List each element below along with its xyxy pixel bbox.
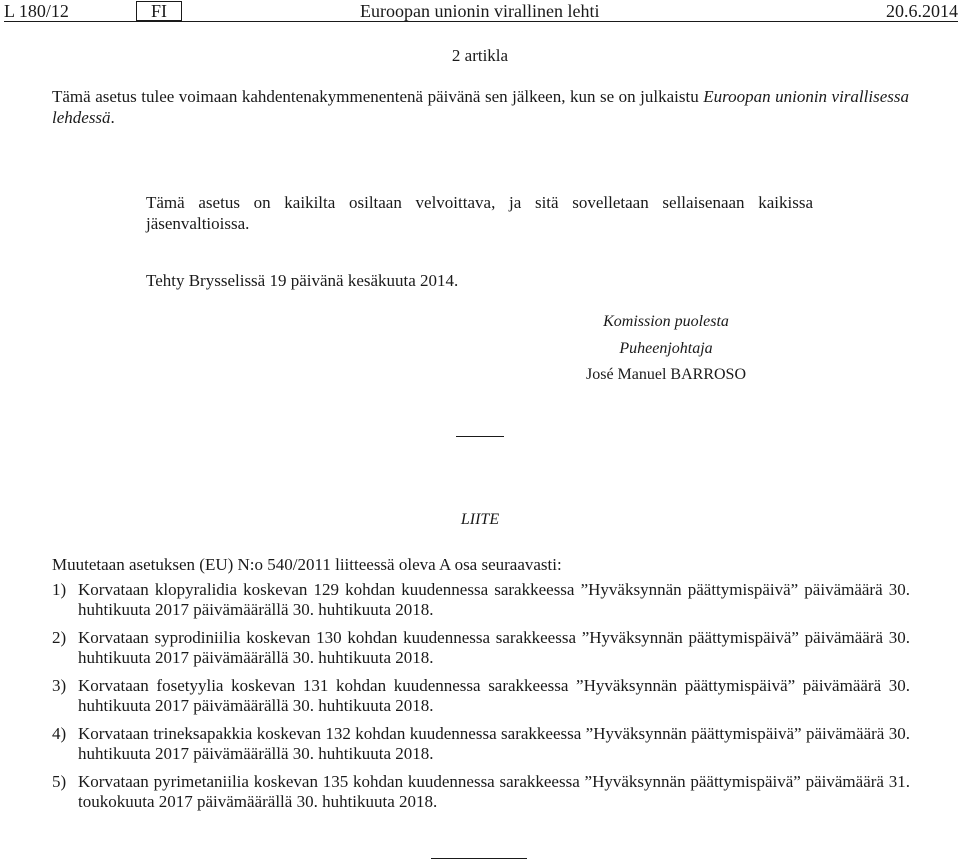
annex-item — [52, 676, 910, 716]
annex-item-text: Korvataan syprodiniilia koskevan 130 kohdan kuudennessa sarakkeessa ”Hyväksynnän päättymispäivä” päivämäärä 30. huhtikuuta 2017 päivämäärällä 30. huhtikuuta 2018. — [78, 628, 910, 667]
language-badge: FI — [136, 1, 182, 21]
article-heading: 2 artikla — [451, 46, 509, 65]
signature-for: Komission puolesta — [603, 313, 729, 330]
publication-date: 20.6.2014 — [886, 1, 958, 21]
article-text-start: Tämä asetus tulee voimaan kahdentenakymmenentenä päivänä sen jälkeen, kun se on julkaistu — [52, 87, 704, 106]
binding-clause: Tämä asetus on kaikilta osiltaan velvoittava, ja sitä sovelletaan sellaisenaan kaikissa jäsenvaltioissa. — [146, 193, 813, 233]
signature-name: José Manuel BARROSO — [585, 366, 746, 383]
annex-item-text: Korvataan klopyralidia koskevan 129 kohdan kuudennessa sarakkeessa ”Hyväksynnän päättymispäivä” päivämäärä 30. huhtikuuta 2017 päivämäärällä 30. huhtikuuta 2018. — [78, 580, 910, 619]
annex-item — [52, 580, 910, 620]
annex-item — [52, 724, 910, 764]
annex-item-number: 4) — [52, 724, 67, 743]
annex-item-text: Korvataan pyrimetaniilia koskevan 135 kohdan kuudennessa sarakkeessa ”Hyväksynnän päättymispäivä” päivämäärä 31. toukokuuta 2017 päivämäärällä 30. huhtikuuta 2018. — [78, 772, 910, 811]
annex-item-number: 3) — [52, 676, 67, 695]
annex-item-text: Korvataan fosetyylia koskevan 131 kohdan kuudennessa sarakkeessa ”Hyväksynnän päättymispäivä” päivämäärä 30. huhtikuuta 2017 päivämäärällä 30. huhtikuuta 2018. — [78, 676, 910, 715]
annex-item-number: 1) — [52, 580, 67, 599]
done-at-line: Tehty Brysselissä 19 päivänä kesäkuuta 2014. — [146, 271, 459, 290]
annex-item-number: 5) — [52, 772, 67, 791]
annex-title: LIITE — [460, 511, 500, 528]
annex-intro: Muutetaan asetuksen (EU) N:o 540/2011 liitteessä oleva A osa seuraavasti: — [52, 555, 562, 574]
journal-reference: Euroopan unionin virallisessa lehdessä — [52, 87, 909, 127]
annex-item — [52, 628, 910, 668]
annex-item-text: Korvataan trineksapakkia koskevan 132 kohdan kuudennessa sarakkeessa ”Hyväksynnän päättymispäivä” päivämäärä 30. huhtikuuta 2017 päivämäärällä 30. huhtikuuta 2018. — [78, 724, 910, 763]
journal-title: Euroopan unionin virallinen lehti — [360, 1, 600, 21]
article-text — [52, 86, 909, 128]
signature-role: Puheenjohtaja — [619, 340, 713, 357]
article-text-end: . — [110, 108, 115, 127]
section-divider — [456, 436, 504, 437]
page-reference: L 180/12 — [4, 1, 69, 21]
annex-item-number: 2) — [52, 628, 67, 647]
header-rule — [4, 21, 958, 22]
annex-item — [52, 772, 910, 812]
end-rule — [431, 858, 527, 859]
